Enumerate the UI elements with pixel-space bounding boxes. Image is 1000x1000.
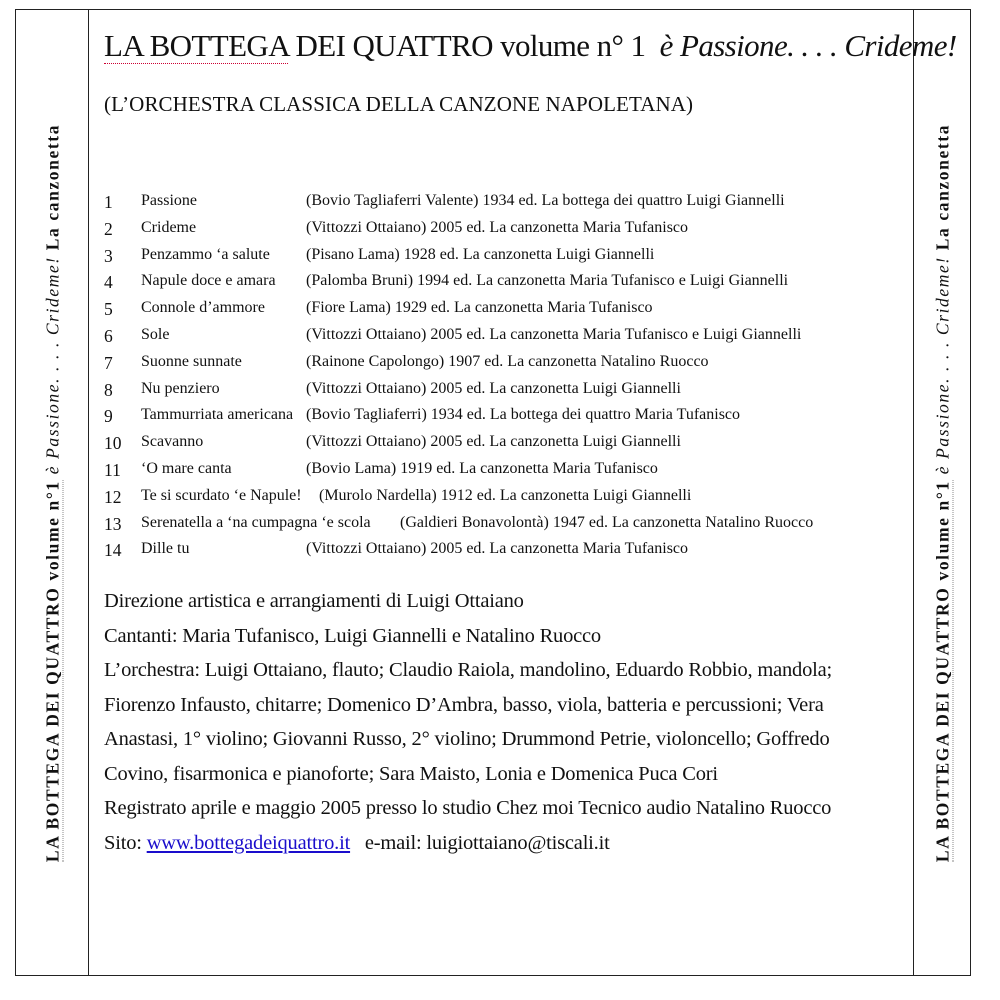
track-info: (Rainone Capolongo) 1907 ed. La canzonetta Natalino Ruocco [306,352,709,370]
right-spine-text [932,23,953,963]
track-title: Connole d’ammore [141,299,265,317]
track-list [104,192,904,567]
track-title: Suonne sunnate [141,352,242,370]
track-number: 9 [104,406,113,427]
track-number: 4 [104,272,113,293]
track-row [104,299,904,326]
spine-title: LA BOTTEGA DEI QUATTRO volume n°1 [932,479,952,862]
track-title: Serenatella a ‘na cumpagna ‘e scola [141,513,371,531]
track-row [104,514,904,541]
track-row [104,433,904,460]
track-title: Napule doce e amara [141,272,276,290]
track-title: ‘O mare canta [141,459,232,477]
credits-direction: Direzione artistica e arrangiamenti di Luigi Ottaiano [104,590,524,612]
spine-subtitle: è Passione. . . . Crideme! [932,255,952,474]
track-info: (Bovio Tagliaferri Valente) 1934 ed. La bottega dei quattro Luigi Giannelli [306,192,785,209]
track-row [104,219,904,246]
track-info: (Bovio Lama) 1919 ed. La canzonetta Maria Tufanisco [306,459,658,477]
credits-orchestra: L’orchestra: Luigi Ottaiano, flauto; Claudio Raiola, mandolino, Eduardo Robbio, mandola; Fiorenzo Infausto, chitarre; Domenico D’Ambra, basso, viola, batteria e percussioni; Vera Anastasi, 1° violino; Giovanni Russo, 2° violino; Drummond Petrie, violoncello; Goffredo Covino, fisarmonica e pianoforte; Sara Maisto, Lonia e Domenica Puca Cori [104,659,833,785]
track-row [104,326,904,353]
track-info: (Pisano Lama) 1928 ed. La canzonetta Luigi Giannelli [306,245,655,263]
track-info: (Vittozzi Ottaiano) 2005 ed. La canzonetta Luigi Giannelli [306,379,681,397]
track-number: 1 [104,192,113,212]
track-number: 14 [104,540,122,561]
credits-recording: Registrato aprile e maggio 2005 presso lo studio Chez moi Tecnico audio Natalino Ruocco [104,797,832,819]
track-title: Sole [141,325,170,343]
track-row [104,192,904,219]
track-info: (Galdieri Bonavolontà) 1947 ed. La canzonetta Natalino Ruocco [400,513,814,531]
title-rest: DEI QUATTRO volume n° 1 [295,28,646,63]
track-info: (Fiore Lama) 1929 ed. La canzonetta Maria Tufanisco [306,299,653,317]
track-number: 13 [104,513,122,534]
spine-subtitle: è Passione. . . . Crideme! [42,255,62,474]
track-number: 3 [104,245,113,266]
track-title: Nu penziero [141,379,220,397]
track-info: (Vittozzi Ottaiano) 2005 ed. La canzonetta Maria Tufanisco e Luigi Giannelli [306,325,802,343]
email-text: e-mail: luigiottaiano@tiscali.it [364,831,610,854]
track-number: 11 [104,459,121,480]
title-underlined: LA BOTTEGA [104,28,289,63]
site-label: Sito: [104,831,142,854]
page-title [104,26,957,66]
track-row [104,272,904,299]
track-number: 7 [104,352,113,373]
right-spine [914,9,971,976]
website-link[interactable]: www.bottegadeiquattro.it [146,831,351,854]
track-row [104,406,904,433]
track-info: (Bovio Tagliaferri) 1934 ed. La bottega dei quattro Maria Tufanisco [306,406,741,424]
track-number: 8 [104,379,113,400]
track-title: Crideme [141,218,197,236]
page-subtitle: (L’ORCHESTRA CLASSICA DELLA CANZONE NAPOLETANA) [104,92,694,116]
track-info: (Murolo Nardella) 1912 ed. La canzonetta Luigi Giannelli [319,486,692,504]
credits-contact [104,826,894,861]
track-info: (Vittozzi Ottaiano) 2005 ed. La canzonetta Luigi Giannelli [306,433,681,451]
spine-label: La canzonetta [932,123,952,250]
track-title: Penzammo ‘a salute [141,245,270,263]
track-row [104,487,904,514]
credits-singers: Cantanti: Maria Tufanisco, Luigi Giannelli e Natalino Ruocco [104,624,601,647]
track-info: (Palomba Bruni) 1994 ed. La canzonetta Maria Tufanisco e Luigi Giannelli [306,272,789,290]
track-title: Scavanno [141,433,204,451]
left-spine [16,9,89,976]
track-row [104,460,904,487]
track-title: Dille tu [141,540,190,558]
spine-title: LA BOTTEGA DEI QUATTRO volume n°1 [42,479,62,862]
title-italic: è Passione. . . . Crideme! [659,28,957,63]
track-row [104,540,904,567]
track-number: 12 [104,486,122,507]
track-number: 5 [104,299,113,320]
track-title: Te si scurdato ‘e Napule! [141,486,302,504]
track-row [104,380,904,407]
track-title: Passione [141,192,197,209]
track-info: (Vittozzi Ottaiano) 2005 ed. La canzonetta Maria Tufanisco [306,218,689,236]
spine-label: La canzonetta [42,123,62,250]
track-row [104,353,904,380]
track-number: 10 [104,433,122,454]
track-row [104,246,904,273]
track-number: 2 [104,218,113,239]
credits-block [104,584,894,860]
left-spine-text [42,23,63,963]
track-info: (Vittozzi Ottaiano) 2005 ed. La canzonetta Maria Tufanisco [306,540,689,558]
track-title: Tammurriata americana [141,406,294,424]
track-number: 6 [104,325,113,346]
